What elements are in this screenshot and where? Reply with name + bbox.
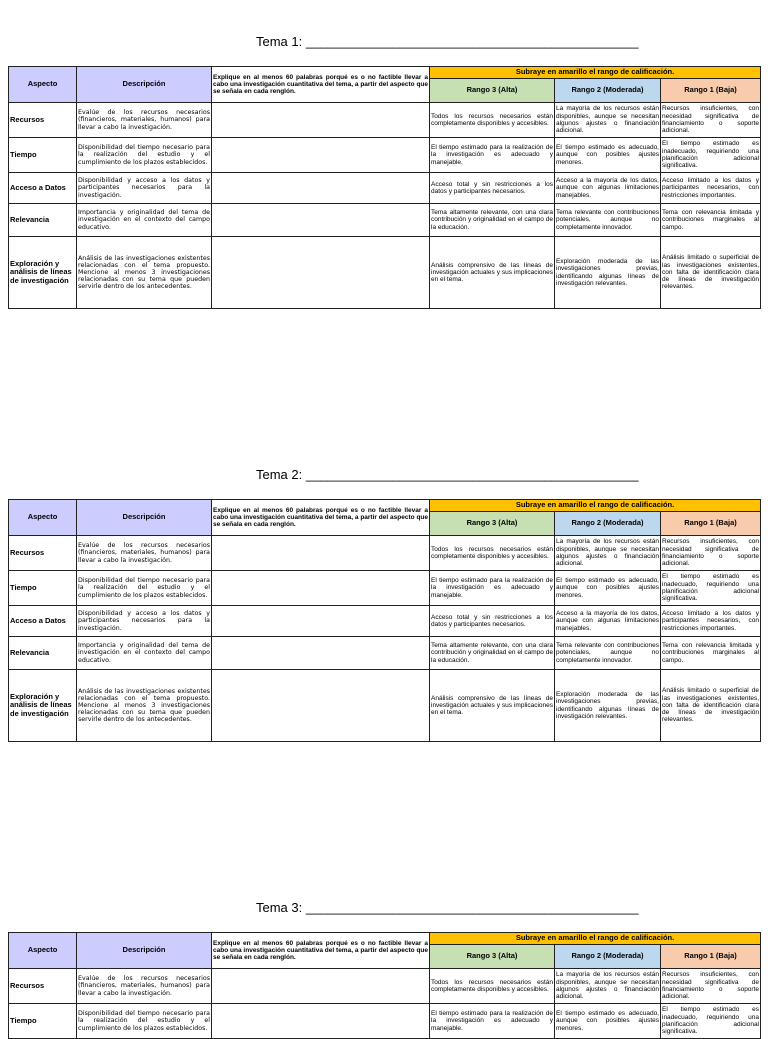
- explique-answer-cell[interactable]: [212, 237, 430, 309]
- descripcion-cell: Disponibilidad del tiempo necesario para la realización del estudio y el cumplimiento de los plazos establecidos.: [77, 571, 212, 606]
- header-descripcion: Descripción: [77, 67, 212, 103]
- rango-2-cell[interactable]: Acceso a la mayoría de los datos, aunque con algunas limitaciones manejables.: [555, 173, 661, 204]
- aspecto-cell: Recursos: [9, 536, 77, 571]
- descripcion-cell: Disponibilidad y acceso a los datos y participantes necesarios para la investigación.: [77, 173, 212, 204]
- rango-2-cell[interactable]: La mayoría de los recursos están disponibles, aunque se necesitan algunos ajustes o financiación adicional.: [555, 103, 661, 138]
- rango-1-cell[interactable]: Análisis limitado o superficial de las investigaciones existentes, con falta de identificación clara de líneas de investigación relevantes.: [661, 670, 761, 742]
- header-rango-2: Rango 2 (Moderada): [555, 945, 661, 969]
- aspecto-cell: Relevancia: [9, 204, 77, 237]
- header-explique: Explique en al menos 60 palabras porqué es o no factible llevar a cabo una investigación cuantitativa del tema, a partir del aspecto que se señala en cada renglón.: [212, 933, 430, 969]
- descripcion-cell: Importancia y originalidad del tema de investigación en el contexto del campo educativo.: [77, 637, 212, 670]
- rango-1-cell[interactable]: Tema con relevancia limitada y contribuciones marginales al campo.: [661, 637, 761, 670]
- explique-answer-cell[interactable]: [212, 606, 430, 637]
- descripcion-cell: Disponibilidad del tiempo necesario para la realización del estudio y el cumplimiento de los plazos establecidos.: [77, 1004, 212, 1039]
- rango-2-cell[interactable]: La mayoría de los recursos están disponibles, aunque se necesitan algunos ajustes o financiación adicional.: [555, 969, 661, 1004]
- rango-3-cell[interactable]: El tiempo estimado para la realización de la investigación es adecuado y manejable.: [430, 138, 555, 173]
- tema-3-title: Tema 3: ______________________________________________: [256, 900, 639, 915]
- descripcion-cell: Análisis de las investigaciones existentes relacionadas con el tema propuesto. Mencione al menos 3 investigaciones relacionadas con su tema que pueden servirle dentro de los antecedentes.: [77, 237, 212, 309]
- rango-2-cell[interactable]: Exploración moderada de las investigaciones previas, identificando algunas líneas de investigación relevantes.: [555, 670, 661, 742]
- explique-answer-cell[interactable]: [212, 204, 430, 237]
- descripcion-cell: Evalúe de los recursos necesarios (financieros, materiales, humanos) para llevar a cabo la investigación.: [77, 969, 212, 1004]
- rango-3-cell[interactable]: El tiempo estimado para la realización de la investigación es adecuado y manejable.: [430, 571, 555, 606]
- table-row: [9, 606, 761, 637]
- descripcion-cell: Análisis de las investigaciones existentes relacionadas con el tema propuesto. Mencione al menos 3 investigaciones relacionadas con su tema que pueden servirle dentro de los antecedentes.: [77, 670, 212, 742]
- aspecto-cell: Tiempo: [9, 571, 77, 606]
- table-row: [9, 536, 761, 571]
- rango-2-cell[interactable]: Tema relevante con contribuciones potenciales, aunque no completamente innovador.: [555, 637, 661, 670]
- rango-1-cell[interactable]: Recursos insuficientes, con necesidad significativa de financiamiento o soporte adicional.: [661, 103, 761, 138]
- aspecto-cell: Exploración y análisis de líneas de investigación: [9, 237, 77, 309]
- header-rango-1: Rango 1 (Baja): [661, 512, 761, 536]
- table-row: [9, 969, 761, 1004]
- tema-1-title: Tema 1: ______________________________________________: [256, 34, 639, 49]
- rango-1-cell[interactable]: El tiempo estimado es inadecuado, requiriendo una planificación adicional significativa.: [661, 1004, 761, 1039]
- rango-3-cell[interactable]: El tiempo estimado para la realización de la investigación es adecuado y manejable.: [430, 1004, 555, 1039]
- table-row: [9, 204, 761, 237]
- explique-answer-cell[interactable]: [212, 969, 430, 1004]
- rango-1-cell[interactable]: El tiempo estimado es inadecuado, requiriendo una planificación adicional significativa.: [661, 138, 761, 173]
- explique-answer-cell[interactable]: [212, 637, 430, 670]
- tema-2-title: Tema 2: ______________________________________________: [256, 467, 639, 482]
- header-rango-3: Rango 3 (Alta): [430, 945, 555, 969]
- aspecto-cell: Tiempo: [9, 1004, 77, 1039]
- rango-3-cell[interactable]: Análisis comprensivo de las líneas de investigación actuales y sus implicaciones en el tema.: [430, 237, 555, 309]
- header-rango-1: Rango 1 (Baja): [661, 79, 761, 103]
- table-row: [9, 138, 761, 173]
- table-row: [9, 670, 761, 742]
- rango-2-cell[interactable]: Exploración moderada de las investigaciones previas, identificando algunas líneas de investigación relevantes.: [555, 237, 661, 309]
- header-descripcion: Descripción: [77, 933, 212, 969]
- rango-3-cell[interactable]: Todos los recursos necesarios están completamente disponibles y accesibles.: [430, 103, 555, 138]
- rango-3-cell[interactable]: Todos los recursos necesarios están completamente disponibles y accesibles.: [430, 969, 555, 1004]
- rubric-table-1: [8, 66, 761, 309]
- aspecto-cell: Acceso a Datos: [9, 606, 77, 637]
- aspecto-cell: Recursos: [9, 969, 77, 1004]
- descripcion-cell: Disponibilidad y acceso a los datos y participantes necesarios para la investigación.: [77, 606, 212, 637]
- rango-1-cell[interactable]: Tema con relevancia limitada y contribuciones marginales al campo.: [661, 204, 761, 237]
- table-row: [9, 237, 761, 309]
- section-3: [8, 900, 760, 1036]
- rango-3-cell[interactable]: Análisis comprensivo de las líneas de investigación actuales y sus implicaciones en el tema.: [430, 670, 555, 742]
- explique-answer-cell[interactable]: [212, 138, 430, 173]
- header-subraye: Subraye en amarillo el rango de calificación.: [430, 933, 761, 945]
- rango-2-cell[interactable]: Tema relevante con contribuciones potenciales, aunque no completamente innovador.: [555, 204, 661, 237]
- explique-answer-cell[interactable]: [212, 536, 430, 571]
- rubric-table-3: [8, 932, 761, 1039]
- aspecto-cell: Tiempo: [9, 138, 77, 173]
- descripcion-cell: Evalúe de los recursos necesarios (financieros, materiales, humanos) para llevar a cabo la investigación.: [77, 103, 212, 138]
- table-row: [9, 1004, 761, 1039]
- header-rango-2: Rango 2 (Moderada): [555, 79, 661, 103]
- rango-2-cell[interactable]: El tiempo estimado es adecuado, aunque con posibles ajustes menores.: [555, 138, 661, 173]
- aspecto-cell: Relevancia: [9, 637, 77, 670]
- rango-2-cell[interactable]: La mayoría de los recursos están disponibles, aunque se necesitan algunos ajustes o financiación adicional.: [555, 536, 661, 571]
- rubric-table-2: [8, 499, 761, 742]
- table-row: [9, 637, 761, 670]
- rango-2-cell[interactable]: El tiempo estimado es adecuado, aunque con posibles ajustes menores.: [555, 571, 661, 606]
- aspecto-cell: Acceso a Datos: [9, 173, 77, 204]
- descripcion-cell: Disponibilidad del tiempo necesario para la realización del estudio y el cumplimiento de los plazos establecidos.: [77, 138, 212, 173]
- header-rango-3: Rango 3 (Alta): [430, 512, 555, 536]
- aspecto-cell: Recursos: [9, 103, 77, 138]
- header-aspecto: Aspecto: [9, 67, 77, 103]
- descripcion-cell: Evalúe de los recursos necesarios (financieros, materiales, humanos) para llevar a cabo la investigación.: [77, 536, 212, 571]
- rango-3-cell[interactable]: Acceso total y sin restricciones a los datos y participantes necesarios.: [430, 173, 555, 204]
- explique-answer-cell[interactable]: [212, 1004, 430, 1039]
- table-row: [9, 173, 761, 204]
- explique-answer-cell[interactable]: [212, 173, 430, 204]
- explique-answer-cell[interactable]: [212, 103, 430, 138]
- descripcion-cell: Importancia y originalidad del tema de investigación en el contexto del campo educativo.: [77, 204, 212, 237]
- header-subraye: Subraye en amarillo el rango de calificación.: [430, 500, 761, 512]
- explique-answer-cell[interactable]: [212, 670, 430, 742]
- rango-1-cell[interactable]: Análisis limitado o superficial de las investigaciones existentes, con falta de identificación clara de líneas de investigación relevantes.: [661, 237, 761, 309]
- rango-3-cell[interactable]: Acceso total y sin restricciones a los datos y participantes necesarios.: [430, 606, 555, 637]
- rango-3-cell[interactable]: Todos los recursos necesarios están completamente disponibles y accesibles.: [430, 536, 555, 571]
- header-descripcion: Descripción: [77, 500, 212, 536]
- header-aspecto: Aspecto: [9, 933, 77, 969]
- rango-1-cell[interactable]: Acceso limitado a los datos y participantes necesarios, con restricciones importantes.: [661, 173, 761, 204]
- header-subraye: Subraye en amarillo el rango de calificación.: [430, 67, 761, 79]
- rango-1-cell[interactable]: Recursos insuficientes, con necesidad significativa de financiamiento o soporte adicional.: [661, 969, 761, 1004]
- rango-1-cell[interactable]: Acceso limitado a los datos y participantes necesarios, con restricciones importantes.: [661, 606, 761, 637]
- table-row: [9, 103, 761, 138]
- rango-3-cell[interactable]: Tema altamente relevante, con una clara contribución y originalidad en el campo de la educación.: [430, 637, 555, 670]
- aspecto-cell: Exploración y análisis de líneas de investigación: [9, 670, 77, 742]
- header-rango-1: Rango 1 (Baja): [661, 945, 761, 969]
- rango-3-cell[interactable]: Tema altamente relevante, con una clara contribución y originalidad en el campo de la educación.: [430, 204, 555, 237]
- header-explique: Explique en al menos 60 palabras porqué es o no factible llevar a cabo una investigación cuantitativa del tema, a partir del aspecto que se señala en cada renglón.: [212, 67, 430, 103]
- table-row: [9, 571, 761, 606]
- rango-2-cell[interactable]: Acceso a la mayoría de los datos, aunque con algunas limitaciones manejables.: [555, 606, 661, 637]
- header-explique: Explique en al menos 60 palabras porqué es o no factible llevar a cabo una investigación cuantitativa del tema, a partir del aspecto que se señala en cada renglón.: [212, 500, 430, 536]
- header-rango-3: Rango 3 (Alta): [430, 79, 555, 103]
- header-aspecto: Aspecto: [9, 500, 77, 536]
- header-rango-2: Rango 2 (Moderada): [555, 512, 661, 536]
- rango-2-cell[interactable]: El tiempo estimado es adecuado, aunque con posibles ajustes menores.: [555, 1004, 661, 1039]
- explique-answer-cell[interactable]: [212, 571, 430, 606]
- rango-1-cell[interactable]: El tiempo estimado es inadecuado, requiriendo una planificación adicional significativa.: [661, 571, 761, 606]
- rango-1-cell[interactable]: Recursos insuficientes, con necesidad significativa de financiamiento o soporte adicional.: [661, 536, 761, 571]
